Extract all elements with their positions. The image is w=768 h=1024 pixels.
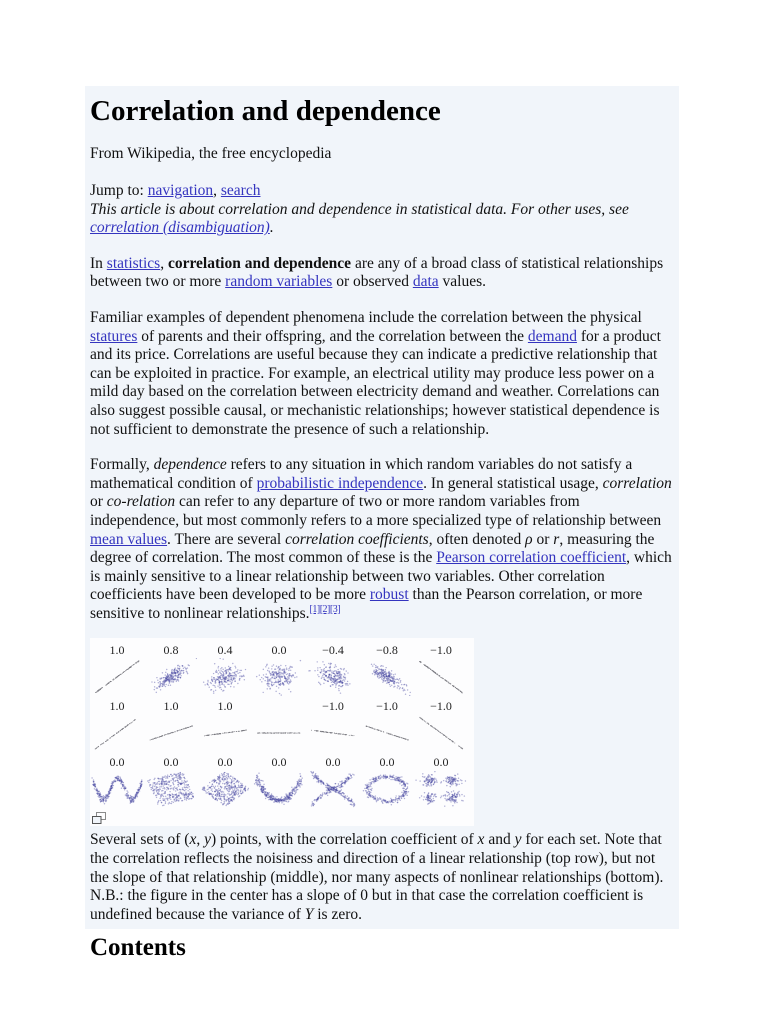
text-segment: correlation coefficients [285, 530, 429, 548]
wiki-link[interactable]: robust [369, 586, 409, 604]
scatter-plot-cell [306, 696, 360, 752]
text-segment: . In general statistical usage, [423, 474, 603, 492]
text-segment: y [204, 831, 211, 849]
scatter-plot-cell [198, 640, 252, 696]
scatter-plot-cell [360, 696, 414, 752]
reference-marker [330, 600, 340, 615]
scatter-plot-cell [198, 696, 252, 752]
text-segment: In [90, 254, 107, 272]
scatter-plot-cell [360, 752, 414, 808]
scatter-plot-cell [306, 640, 360, 696]
scatter-plot [361, 658, 413, 696]
scatter-plot-cell [252, 640, 306, 696]
text-segment: or [90, 493, 107, 511]
wiki-link[interactable]: Pearson correlation coefficient [436, 549, 627, 567]
scatter-plot [253, 714, 305, 752]
correlation-value-label: 0.4 [217, 643, 233, 658]
wiki-link[interactable]: random variables [225, 273, 333, 291]
correlation-value-label: 0.0 [271, 755, 287, 770]
correlation-value-label: 1.0 [163, 699, 179, 714]
enlarge-icon[interactable] [91, 811, 107, 826]
text-segment: or [532, 530, 554, 548]
correlation-value-label: −1.0 [430, 699, 452, 714]
text-segment: x [189, 831, 197, 849]
text-segment: is zero. [313, 905, 363, 923]
jump-links [90, 182, 672, 201]
scatter-plot [91, 770, 143, 808]
site-subtitle: From Wikipedia, the free encyclopedia [90, 145, 332, 162]
paragraph-formal [90, 456, 672, 623]
text-segment: ρ [525, 530, 533, 548]
scatter-plot-cell [414, 640, 468, 696]
page-title: Correlation and dependence [90, 95, 441, 127]
correlation-value-label: 0.0 [163, 755, 179, 770]
text-segment: co-relation [106, 493, 176, 511]
correlation-value-label: 1.0 [217, 699, 233, 714]
text-segment: for a product and its price. Correlations are useful because they can indicate a predictive relationship that can be exploited in practice. For example, an electrical utility may produce less power on a mild day based on the correlation between electricity demand and weather. Correlations can also suggest possible causal, or mechanistic relationships; however statistical dependence is not sufficient to demonstrate the presence of such a relationship. [90, 327, 661, 438]
text-segment: ) points, with the correlation coefficient of [210, 831, 478, 849]
scatter-plot-cell [144, 640, 198, 696]
text-segment: for each set. Note that the correlation reflects the noisiness and direction of a linear relationship (top row), but not the slope of that relationship (middle), nor many aspects of nonlinear relationships (bottom). N.B.: the figure in the center has a slope of 0 but in that case the correlation coefficient is undefined because the variance of [90, 831, 664, 923]
wiki-link[interactable]: data [412, 273, 439, 291]
scatter-plot [415, 770, 467, 808]
contents-heading: Contents [90, 934, 186, 962]
correlation-value-label: −0.8 [376, 643, 398, 658]
wiki-link[interactable]: probabilistic independence [256, 474, 424, 492]
correlation-value-label: −1.0 [430, 643, 452, 658]
correlation-value-label: −1.0 [376, 699, 398, 714]
correlation-value-label: 0.0 [379, 755, 395, 770]
scatter-plot-cell [144, 752, 198, 808]
reference-link[interactable]: [1] [309, 603, 320, 615]
text-segment: or observed [332, 273, 413, 291]
text-segment: than the Pearson correlation, or more sensitive to nonlinear relationships. [90, 586, 643, 622]
figure-caption [90, 831, 672, 924]
scatter-plot-cell [414, 696, 468, 752]
text-segment: Several sets of ( [90, 831, 190, 849]
correlation-value-label: 0.0 [325, 755, 341, 770]
article-content [85, 86, 679, 929]
hatnote [90, 201, 672, 238]
scatter-plot-cell [306, 752, 360, 808]
scatter-plot [145, 714, 197, 752]
wiki-link[interactable]: mean values [90, 530, 168, 548]
text-segment: , measuring the degree of correlation. The most common of these is the [90, 530, 655, 567]
paragraph-intro [90, 255, 672, 292]
correlation-value-label: 0.8 [163, 643, 179, 658]
correlation-value-label: 1.0 [109, 643, 125, 658]
text-segment: , [196, 831, 205, 849]
correlation-value-label: 0.0 [217, 755, 233, 770]
scatter-plot-cell [90, 696, 144, 752]
scatter-plot [145, 658, 197, 696]
scatter-plot [91, 658, 143, 696]
scatter-plot [307, 658, 359, 696]
text-segment: Jump to: [90, 182, 148, 199]
correlation-figure-thumbnail[interactable] [90, 638, 474, 826]
wiki-link[interactable]: statures [90, 327, 138, 345]
scatter-plot [361, 714, 413, 752]
text-segment: dependence [153, 456, 227, 474]
wiki-link[interactable]: correlation (disambiguation) [90, 219, 270, 237]
text-segment: can refer to any departure of two or more random variables from independence, but most commonly refers to a more specialized type of relationship between [90, 493, 662, 529]
text-segment: , [160, 254, 168, 272]
scatter-grid [90, 640, 474, 808]
scatter-plot [199, 658, 251, 696]
scatter-plot-cell [90, 752, 144, 808]
text-segment: values. [438, 273, 487, 291]
scatter-plot-cell [360, 640, 414, 696]
wiki-link[interactable]: demand [527, 327, 577, 345]
correlation-value-label: 0.0 [109, 755, 125, 770]
correlation-value-label: 1.0 [109, 699, 125, 714]
correlation-value-label: 0.0 [433, 755, 449, 770]
text-segment: correlation [602, 474, 672, 492]
text-segment: r [553, 530, 560, 548]
correlation-value-label: −1.0 [322, 699, 344, 714]
text-segment: . There are several [167, 530, 286, 548]
scatter-plot [199, 714, 251, 752]
reference-marker [320, 600, 330, 615]
text-segment: of parents and their offspring, and the correlation between the [137, 327, 528, 345]
scatter-plot-cell [252, 696, 306, 752]
text-segment: . [269, 219, 274, 237]
scatter-plot [199, 770, 251, 808]
scatter-plot-cell [90, 640, 144, 696]
reference-link[interactable]: [2] [319, 603, 330, 615]
scatter-plot [91, 714, 143, 752]
paragraph-examples [90, 309, 672, 439]
scatter-plot-cell [144, 696, 198, 752]
text-segment: are any of a broad class of statistical relationships between two or more [90, 254, 664, 291]
scatter-plot [361, 770, 413, 808]
scatter-plot [253, 658, 305, 696]
wiki-link[interactable]: statistics [106, 254, 161, 272]
scatter-plot [415, 658, 467, 696]
wiki-link[interactable]: navigation [147, 182, 214, 199]
scatter-plot-cell [198, 752, 252, 808]
text-segment: , often denoted [428, 530, 526, 548]
scatter-plot [415, 714, 467, 752]
text-segment: Familiar examples of dependent phenomena include the correlation between the physical [90, 308, 642, 326]
scatter-plot [145, 770, 197, 808]
correlation-value-label: −0.4 [322, 643, 344, 658]
text-segment: Y [304, 905, 314, 923]
reference-link[interactable]: [3] [329, 603, 341, 615]
scatter-plot [253, 770, 305, 808]
scatter-plot-cell [252, 752, 306, 808]
text-segment: , [213, 182, 221, 199]
scatter-plot [307, 770, 359, 808]
text-segment: refers to any situation in which random variables do not satisfy a mathematical condition of [90, 456, 633, 492]
text-segment: y [514, 831, 522, 849]
text-segment: and [484, 831, 515, 849]
text-segment: Formally, [90, 456, 154, 474]
wiki-link[interactable]: search [220, 182, 261, 199]
text-segment: , which is mainly sensitive to a linear relationship between two variables. Other correlation coefficients have been developed to be more [90, 549, 672, 604]
correlation-value-label: 0.0 [271, 643, 287, 658]
text-segment: This article is about correlation and dependence in statistical data. For other uses, see [90, 200, 629, 218]
scatter-plot-cell [414, 752, 468, 808]
scatter-plot [307, 714, 359, 752]
text-segment: x [477, 831, 485, 849]
text-segment: correlation and dependence [167, 254, 352, 272]
reference-marker [310, 600, 320, 615]
